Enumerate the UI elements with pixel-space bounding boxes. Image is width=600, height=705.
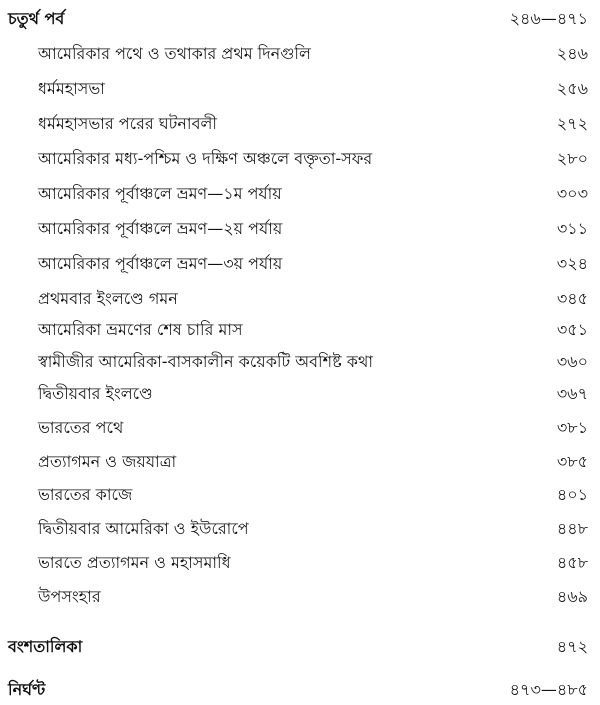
list-item[interactable] (38, 349, 588, 375)
list-item[interactable] (38, 415, 588, 441)
list-item[interactable] (38, 482, 588, 508)
entry-title: ভারতের কাজে (38, 485, 133, 504)
entry-page: ২৫৬ (556, 79, 588, 98)
entry-page: ২৭২ (556, 114, 588, 133)
entry-page: ৪০১ (556, 485, 588, 504)
genealogy-title: বংশতালিকা (8, 637, 83, 656)
entry-page: ৩৬৭ (556, 384, 588, 403)
entry-page: ৩৬০ (556, 352, 588, 371)
list-item[interactable] (38, 449, 588, 475)
index-title: নির্ঘণ্ট (8, 680, 46, 699)
entry-title: প্রথমবার ইংলণ্ডে গমন (38, 289, 178, 308)
entry-page: ৪৪৮ (556, 519, 588, 538)
entry-title: ধর্মমহাসভার পরের ঘটনাবলী (38, 114, 217, 133)
list-item[interactable] (38, 550, 588, 576)
entry-title: আমেরিকার মধ্য-পশ্চিম ও দক্ষিণ অঞ্চলে বক্তৃতা-সফর (38, 149, 373, 168)
entry-title: স্বামীজীর আমেরিকা-বাসকালীন কয়েকটি অবশিষ্ট কথা (38, 352, 373, 371)
list-item[interactable] (38, 216, 588, 242)
list-item[interactable] (38, 584, 588, 610)
entry-title: আমেরিকার পূর্বাঞ্চলে ভ্রমণ—২য় পর্যায় (38, 219, 283, 238)
entry-title: আমেরিকার পথে ও তথাকার প্রথম দিনগুলি (38, 44, 311, 63)
entry-page: ৩২৪ (556, 254, 588, 273)
entry-title: আমেরিকার পূর্বাঞ্চলে ভ্রমণ—৩য় পর্যায় (38, 254, 283, 273)
entry-page: ৪৫৮ (556, 553, 588, 572)
list-item[interactable] (38, 76, 588, 102)
entry-title: দ্বিতীয়বার ইংলণ্ডে (38, 384, 153, 403)
list-item[interactable] (38, 516, 588, 542)
list-item[interactable] (38, 381, 588, 407)
list-item[interactable] (38, 286, 588, 312)
entry-page: ৩৮৫ (556, 452, 588, 471)
list-item[interactable] (38, 251, 588, 277)
entry-page: ২৮০ (556, 149, 588, 168)
list-item[interactable] (38, 146, 588, 172)
genealogy-page: ৪৭২ (556, 637, 588, 656)
entry-title: ভারতে প্রত্যাগমন ও মহাসমাধি (38, 553, 231, 572)
index-heading[interactable] (8, 677, 588, 703)
part-page-range: ২৪৬—৪৭১ (509, 9, 588, 28)
entry-title: দ্বিতীয়বার আমেরিকা ও ইউরোপে (38, 519, 249, 538)
list-item[interactable] (38, 41, 588, 67)
entry-title: ভারতের পথে (38, 418, 124, 437)
list-item[interactable] (38, 111, 588, 137)
genealogy-heading[interactable] (8, 634, 588, 660)
index-page-range: ৪৭৩—৪৮৫ (509, 680, 588, 699)
entry-page: ৩৫১ (556, 320, 588, 339)
entry-title: উপসংহার (38, 587, 101, 606)
list-item[interactable] (38, 317, 588, 343)
list-item[interactable] (38, 181, 588, 207)
entry-page: ৩৪৫ (556, 289, 588, 308)
entry-page: ৩০৩ (556, 184, 588, 203)
entry-page: ২৪৬ (556, 44, 588, 63)
entry-title: প্রত্যাগমন ও জয়যাত্রা (38, 452, 177, 471)
entry-title: আমেরিকা ভ্রমণের শেষ চারি মাস (38, 320, 243, 339)
part-title: চতুর্থ পর্ব (8, 9, 65, 28)
entry-title: ধর্মমহাসভা (38, 79, 105, 98)
entry-page: ৩১১ (556, 219, 588, 238)
entry-page: ৪৬৯ (556, 587, 588, 606)
entry-page: ৩৮১ (556, 418, 588, 437)
entry-title: আমেরিকার পূর্বাঞ্চলে ভ্রমণ—১ম পর্যায় (38, 184, 282, 203)
part-heading (8, 6, 588, 32)
